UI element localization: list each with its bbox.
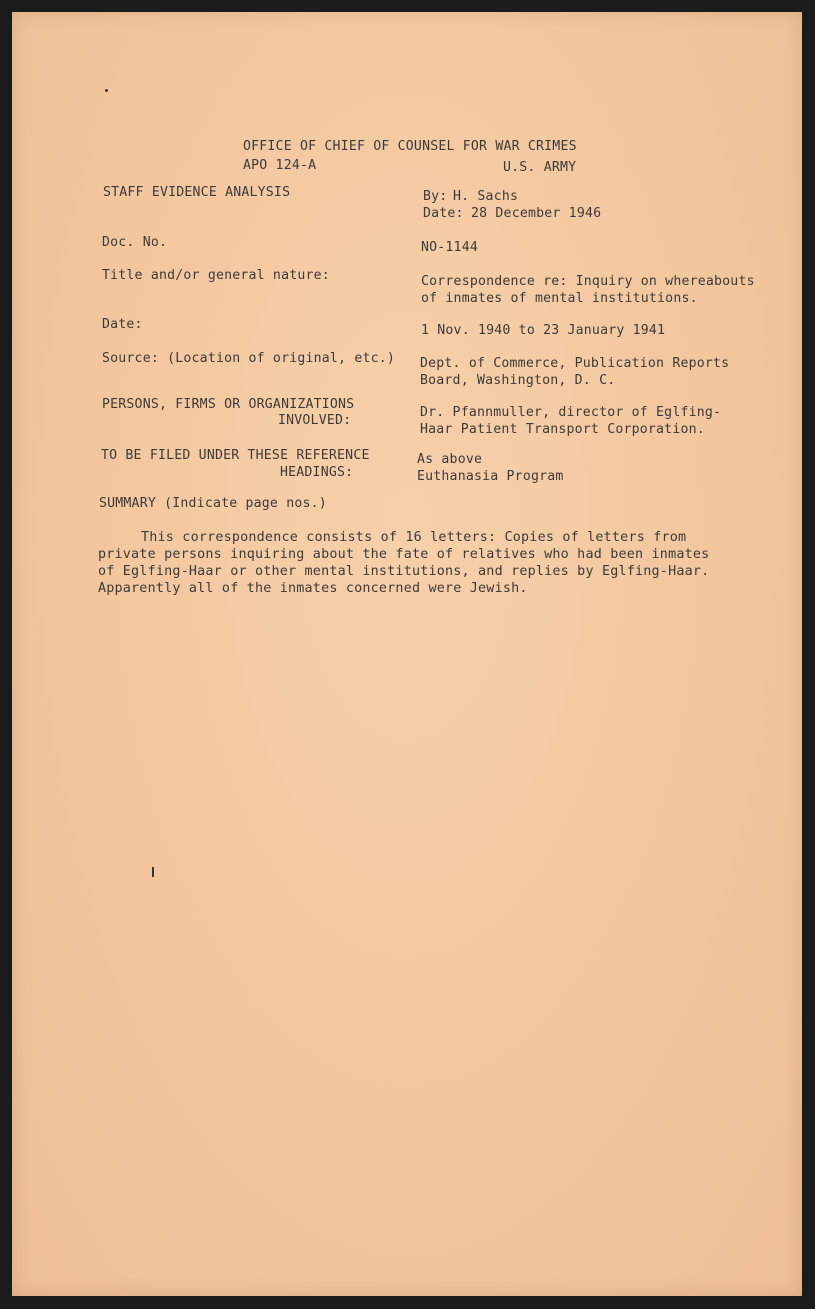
source-value-line-1: Dept. of Commerce, Publication Reports bbox=[420, 356, 730, 371]
doc-no-value: NO-1144 bbox=[421, 240, 478, 255]
summary-label: SUMMARY (Indicate page nos.) bbox=[99, 496, 327, 511]
ink-speck bbox=[152, 867, 154, 877]
army-heading: U.S. ARMY bbox=[503, 160, 577, 175]
persons-value-line-1: Dr. Pfannmuller, director of Eglfing- bbox=[420, 405, 722, 420]
persons-label-line-2: INVOLVED: bbox=[278, 413, 352, 428]
doc-date-label: Date: bbox=[102, 317, 143, 332]
persons-label-line-1: PERSONS, FIRMS OR ORGANIZATIONS bbox=[102, 397, 355, 412]
ink-speck bbox=[105, 89, 108, 92]
filed-label-line-2: HEADINGS: bbox=[280, 465, 354, 480]
doc-no-label: Doc. No. bbox=[102, 235, 168, 250]
filed-value-line-2: Euthanasia Program bbox=[417, 469, 564, 484]
persons-value-line-2: Haar Patient Transport Corporation. bbox=[420, 422, 705, 437]
source-label: Source: (Location of original, etc.) bbox=[102, 351, 396, 366]
filed-label-line-1: TO BE FILED UNDER THESE REFERENCE bbox=[101, 448, 370, 463]
date-value: 28 December 1946 bbox=[471, 206, 602, 221]
summary-line-4: Apparently all of the inmates concerned were Jewish. bbox=[98, 581, 528, 596]
by-value: H. Sachs bbox=[453, 189, 519, 204]
summary-line-1: This correspondence consists of 16 letters: Copies of letters from bbox=[141, 530, 687, 545]
filed-value-line-1: As above bbox=[417, 452, 483, 467]
office-heading: OFFICE OF CHIEF OF COUNSEL FOR WAR CRIMES bbox=[243, 139, 577, 154]
nature-value-line-2: of inmates of mental institutions. bbox=[421, 291, 698, 306]
document-page bbox=[12, 12, 802, 1296]
summary-line-2: private persons inquiring about the fate of relatives who had been inmates bbox=[98, 547, 710, 562]
by-label: By: bbox=[423, 189, 448, 204]
doc-date-value: 1 Nov. 1940 to 23 January 1941 bbox=[421, 323, 666, 338]
nature-value-line-1: Correspondence re: Inquiry on whereabouts bbox=[421, 274, 755, 289]
date-label: Date: bbox=[423, 206, 464, 221]
apo-number: APO 124-A bbox=[243, 158, 317, 173]
summary-line-3: of Eglfing-Haar or other mental institutions, and replies by Eglfing-Haar. bbox=[98, 564, 710, 579]
source-value-line-2: Board, Washington, D. C. bbox=[420, 373, 616, 388]
form-title: STAFF EVIDENCE ANALYSIS bbox=[103, 185, 291, 200]
nature-label: Title and/or general nature: bbox=[102, 268, 330, 283]
